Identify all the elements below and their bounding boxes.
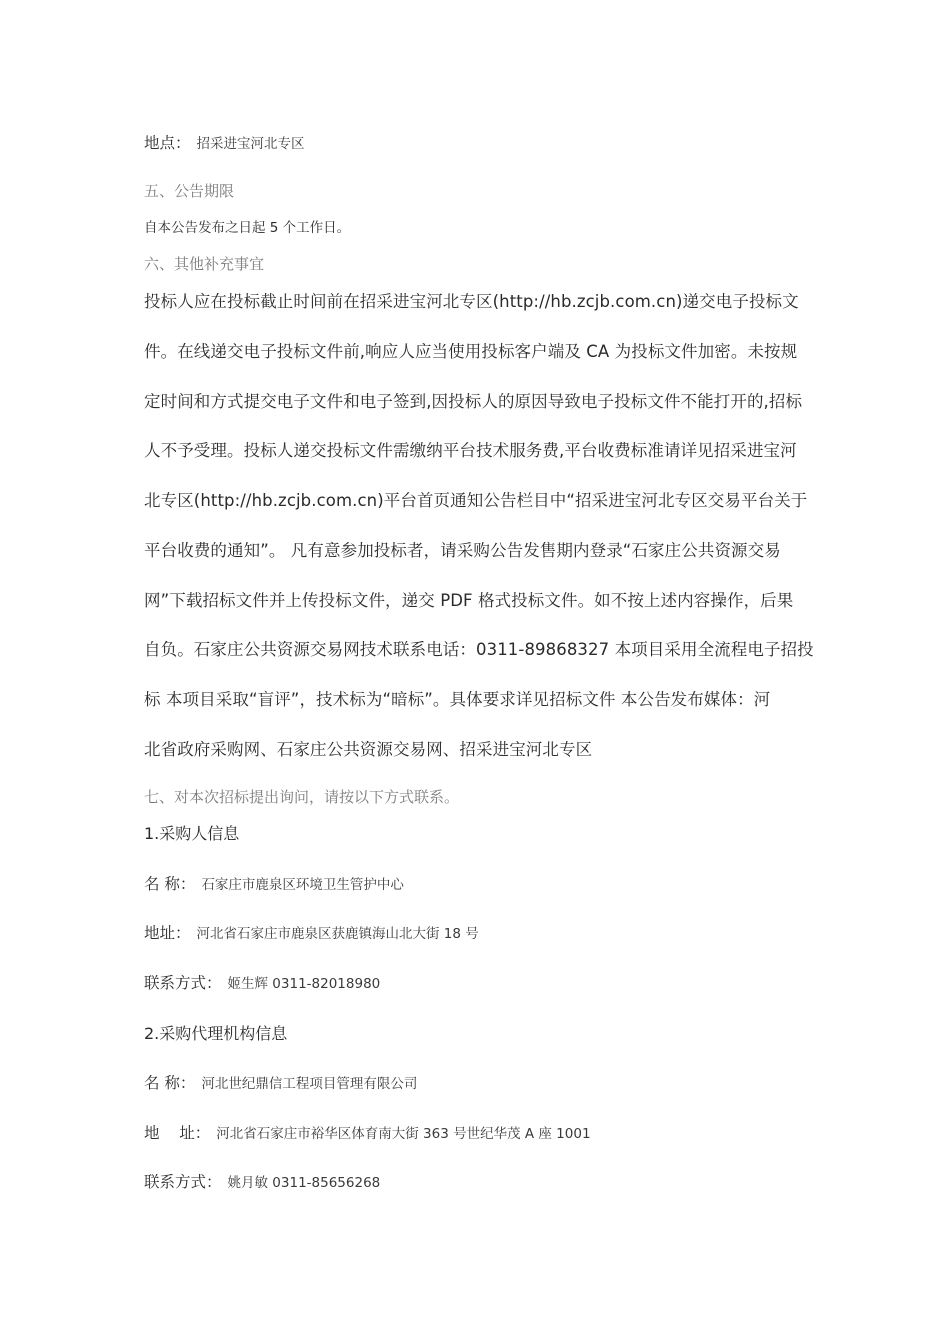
location-value: 招采进宝河北专区	[196, 136, 305, 152]
agency-heading: 2.采购代理机构信息	[144, 1024, 288, 1043]
agency-name: 河北世纪鼎信工程项目管理有限公司	[201, 1076, 418, 1092]
section-6-line: 北省政府采购网、石家庄公共资源交易网、招采进宝河北专区	[144, 740, 593, 759]
section-6-line: 平台收费的通知”。 凡有意参加投标者，请采购公告发售期内登录“石家庄公共资源交易	[144, 541, 781, 560]
section-6-line: 件。在线递交电子投标文件前,响应人应当使用投标客户端及 CA 为投标文件加密。未按规	[144, 342, 798, 361]
agency-contact: 姚月敏 0311-85656268	[227, 1175, 381, 1191]
purchaser-contact-row	[144, 971, 380, 993]
agency-name-row	[144, 1071, 417, 1093]
agency-contact-label: 联系方式：	[144, 1173, 222, 1191]
section-6-line: 自负。石家庄公共资源交易网技术联系电话：0311-89868327 本项目采用全流程电子招投	[144, 640, 814, 659]
section-7-title: 七、对本次招标提出询问，请按以下方式联系。	[144, 788, 460, 806]
purchaser-address-label: 地址：	[144, 924, 191, 942]
section-5-title: 五、公告期限	[144, 182, 235, 200]
purchaser-address: 河北省石家庄市鹿泉区获鹿镇海山北大街 18 号	[196, 926, 479, 942]
section-6-line: 投标人应在投标截止时间前在招采进宝河北专区(http://hb.zcjb.com.cn)递交电子投标文	[144, 292, 799, 311]
agency-address-label: 地 址：	[144, 1124, 211, 1142]
section-6-line: 定时间和方式提交电子文件和电子签到,因投标人的原因导致电子投标文件不能打开的,招标	[144, 392, 803, 411]
purchaser-name-row	[144, 872, 404, 894]
section-6-title: 六、其他补充事宜	[144, 255, 265, 273]
purchaser-heading: 1.采购人信息	[144, 824, 240, 843]
section-6-line: 标 本项目采取“盲评”，技术标为“暗标”。具体要求详见招标文件 本公告发布媒体：河	[144, 690, 771, 709]
agency-address-row	[144, 1121, 591, 1143]
section-6-line: 北专区(http://hb.zcjb.com.cn)平台首页通知公告栏目中“招采进宝河北专区交易平台关于	[144, 491, 808, 510]
section-6-line: 人不予受理。投标人递交投标文件需缴纳平台技术服务费,平台收费标准请详见招采进宝河	[144, 441, 797, 460]
agency-address: 河北省石家庄市裕华区体育南大街 363 号世纪华茂 A 座 1001	[216, 1126, 591, 1142]
purchaser-name: 石家庄市鹿泉区环境卫生管护中心	[201, 877, 404, 893]
purchaser-contact: 姬生辉 0311-82018980	[227, 976, 381, 992]
location-row	[144, 131, 305, 153]
purchaser-address-row	[144, 921, 479, 943]
location-label: 地点：	[144, 134, 191, 152]
purchaser-contact-label: 联系方式：	[144, 974, 222, 992]
agency-name-label: 名 称：	[144, 1074, 196, 1092]
section-5-text: 自本公告发布之日起 5 个工作日。	[144, 220, 351, 236]
purchaser-name-label: 名 称：	[144, 875, 196, 893]
agency-contact-row	[144, 1170, 380, 1192]
section-6-line: 网”下载招标文件并上传投标文件，递交 PDF 格式投标文件。如不按上述内容操作，后果	[144, 591, 794, 610]
